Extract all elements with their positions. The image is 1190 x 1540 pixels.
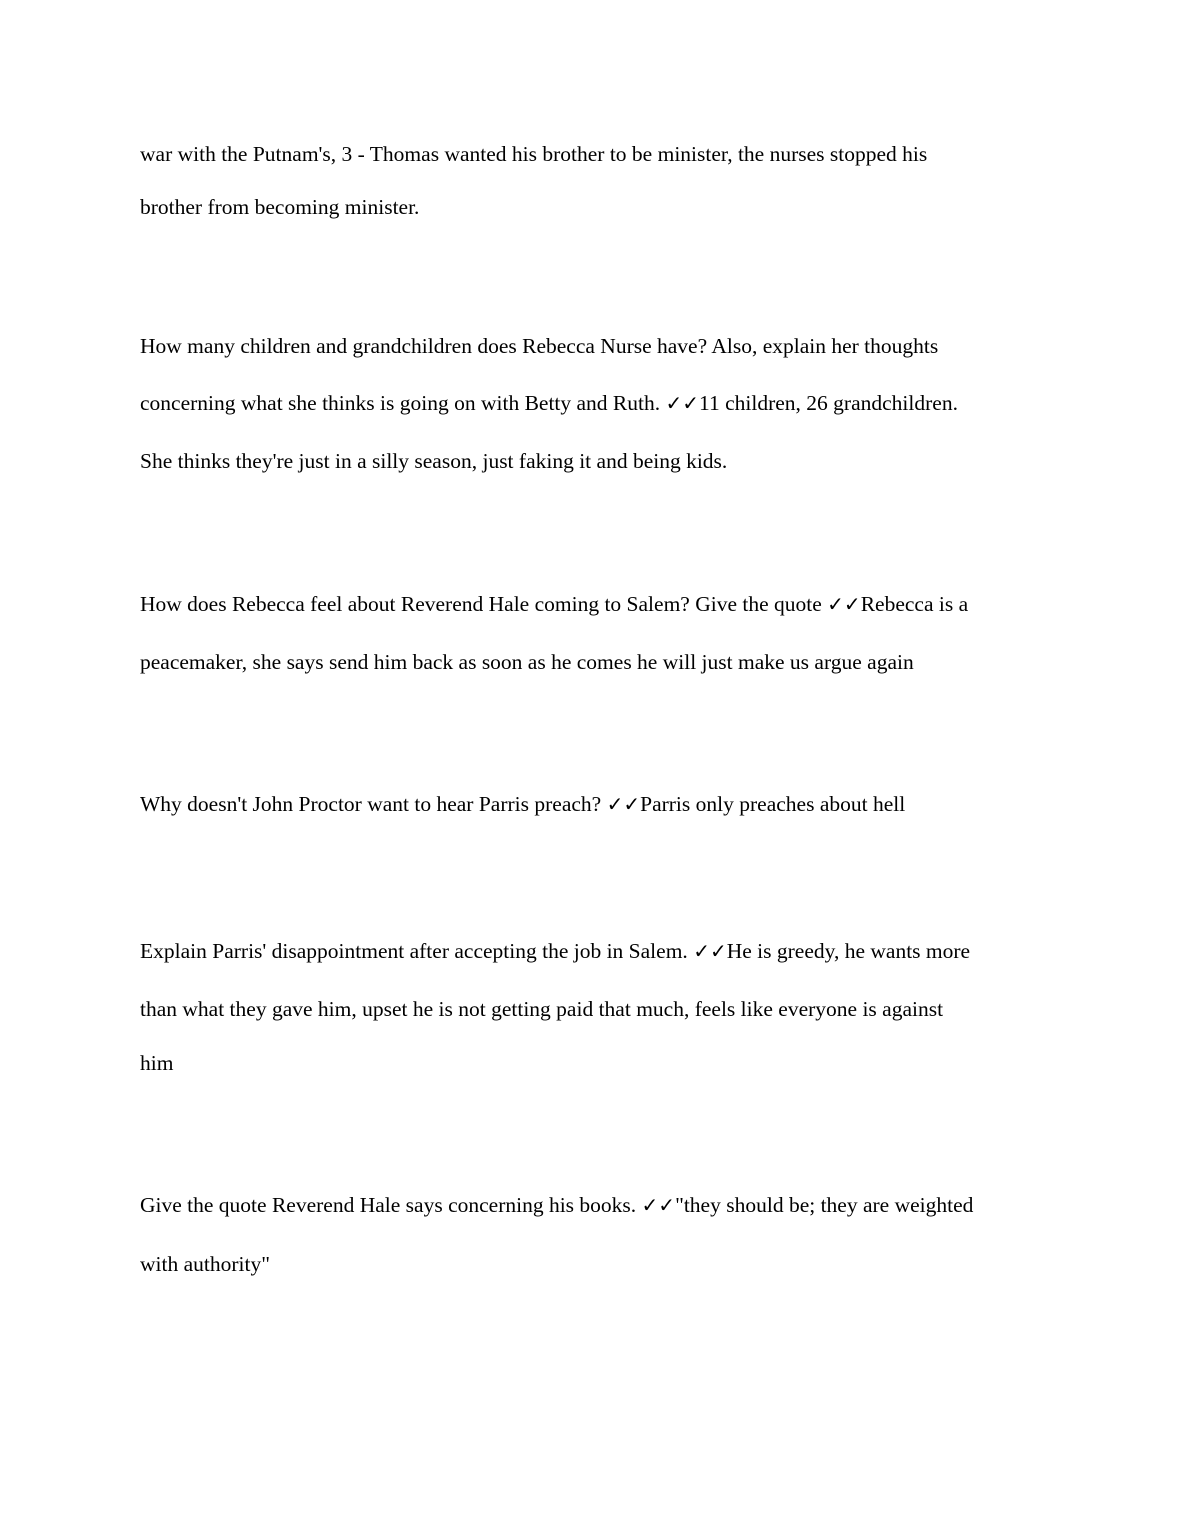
answer-line: She thinks they're just in a silly season, just faking it and being kids. [140, 449, 728, 473]
text-line: war with the Putnam's, 3 - Thomas wanted his brother to be minister, the nurses stopped his [140, 142, 928, 166]
question-answer-line [140, 1192, 973, 1218]
double-check-mark-icon: ✓✓ [827, 592, 861, 616]
answer-text: 11 children, 26 grandchildren. [699, 391, 958, 415]
text-line: brother from becoming minister. [140, 195, 420, 219]
question-answer-line [140, 938, 970, 964]
answer-text: "they should be; they are weighted [675, 1193, 974, 1217]
answer-text: Rebecca is a [860, 592, 969, 616]
double-check-mark-icon: ✓✓ [665, 391, 700, 415]
question-answer-line [140, 390, 958, 416]
question-text: Why doesn't John Proctor want to hear Parris preach? [140, 792, 607, 816]
question-text: How does Rebecca feel about Reverend Hale coming to Salem? Give the quote [140, 592, 828, 616]
answer-text: He is greedy, he wants more [726, 939, 971, 963]
double-check-mark-icon: ✓✓ [693, 939, 727, 963]
answer-line: with authority" [140, 1252, 270, 1276]
question-answer-line [140, 791, 905, 817]
answer-text: Parris only preaches about hell [640, 792, 906, 816]
double-check-mark-icon: ✓✓ [641, 1193, 676, 1217]
question-text: concerning what she thinks is going on with Betty and Ruth. [140, 391, 666, 415]
answer-line: than what they gave him, upset he is not getting paid that much, feels like everyone is against [140, 997, 944, 1021]
question-text: Explain Parris' disappointment after accepting the job in Salem. [140, 939, 694, 963]
question-text: Give the quote Reverend Hale says concerning his books. [140, 1193, 642, 1217]
question-line: How many children and grandchildren does Rebecca Nurse have? Also, explain her thoughts [140, 334, 939, 358]
answer-line: him [140, 1051, 174, 1075]
double-check-mark-icon: ✓✓ [606, 792, 641, 816]
question-answer-line [140, 591, 968, 617]
answer-line: peacemaker, she says send him back as soon as he comes he will just make us argue again [140, 650, 914, 674]
